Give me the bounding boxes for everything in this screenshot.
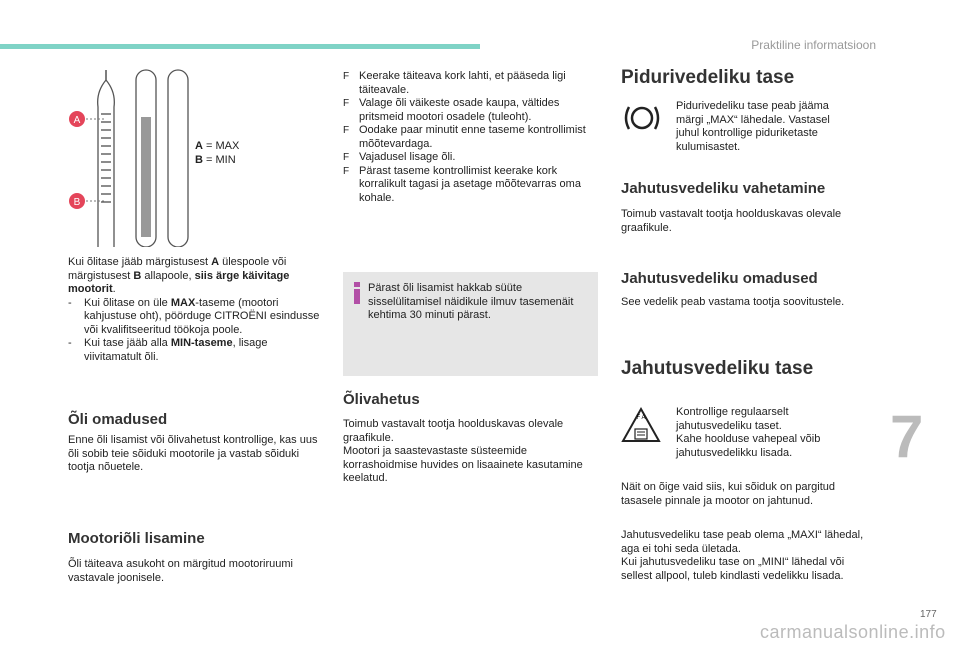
oil-properties-text: Enne õli lisamist või õlivahetust kontrollige, kas uus õli sobib teie sõiduki mootorile ja vastab sõiduki tootja nõuetele.	[68, 434, 318, 473]
oil-level-intro: Kui õlitase jääb märgistusest A ülespoole või märgistusest B allapoole, siis ärge käivitage mootorit. - Kui õlitase on üle MAX-taseme (mootori kahjustuse oht), pöörduge CITROËNI esindusse või kvalifitseeritud töökoja poole. - Kui tase jääb alla MIN-taseme, lisage viivitamatult õli.	[68, 256, 323, 364]
coolant-properties-heading: Jahutusvedeliku omadused	[621, 270, 818, 287]
coolant-warning-icon	[621, 405, 661, 447]
page-number: 177	[920, 609, 937, 620]
watermark: carmanualsonline.info	[760, 622, 946, 642]
step-item: F Valage õli väikeste osade kaupa, vältides pritsmeid mootori osadele (tuleoht).	[343, 97, 560, 123]
dash-item: - Kui õlitase on üle MAX-taseme (mootori kahjustuse oht), pöörduge CITROËNI esindusse või kvalifitseeritud töökoja poole.	[68, 296, 320, 336]
coolant-properties-text: See vedelik peab vastama tootja soovitustele.	[621, 296, 845, 308]
step-item: F Oodake paar minutit enne taseme kontrollimist mõõtevardaga.	[343, 124, 586, 150]
step-item: F Keerake täiteava kork lahti, et pääseda ligi täiteavale.	[343, 70, 566, 96]
oil-change-text: Toimub vastavalt tootja hoolduskavas olevale graafikule. Mootori ja saastevastaste süsteemide korrashoidmise huvides on lisaainete kasutamine keelatud.	[343, 418, 583, 484]
coolant-level-heading: Jahutusvedeliku tase	[621, 358, 814, 379]
coolant-change-heading: Jahutusvedeliku vahetamine	[621, 180, 826, 197]
coolant-note-1: Näit on õige vaid siis, kui sõiduk on pargitud tasasele pinnale ja mootor on jahtunud.	[621, 481, 836, 507]
dipstick-outline-right	[106, 70, 114, 247]
info-icon	[353, 282, 361, 304]
brake-fluid-heading: Pidurivedeliku tase	[621, 67, 795, 88]
header-accent-bar	[0, 44, 480, 49]
brake-warning-icon	[623, 103, 661, 133]
step-item: F Pärast taseme kontrollimist keerake kork korralikult tagasi ja asetage mõõtevarras oma kohale.	[343, 164, 581, 204]
svg-text:A: A	[73, 115, 81, 126]
chapter-number: 7	[890, 403, 924, 470]
add-oil-heading: Mootoriõli lisamine	[68, 530, 205, 547]
svg-text:F A: F A	[636, 415, 646, 421]
step-item: F Vajadusel lisage õli.	[343, 151, 456, 163]
dash-item: - Kui tase jääb alla MIN-taseme, lisage viivitamatult õli.	[68, 337, 268, 363]
info-text: Pärast õli lisamist hakkab süüte sisselülitamisel näidikule ilmuv tasemenäit kehtima 30 minuti pärast.	[368, 282, 574, 321]
dipstick-figure	[60, 62, 290, 247]
svg-text:B: B	[73, 197, 81, 208]
dipstick-outline-left	[98, 70, 106, 247]
dipstick-outline-3	[168, 70, 188, 247]
add-oil-text: Õli täiteava asukoht on märgitud mootoriruumi vastavale joonisele.	[68, 558, 293, 584]
section-title: Praktiline informatsioon	[751, 38, 876, 52]
coolant-change-text: Toimub vastavalt tootja hoolduskavas olevale graafikule.	[621, 208, 842, 234]
dipstick-scale	[101, 114, 111, 202]
dipstick-legend: A = MAX B = MIN	[195, 140, 240, 166]
dipstick-oil-level	[141, 117, 151, 237]
coolant-note-2: Jahutusvedeliku tase peab olema „MAXI“ lähedal, aga ei tohi seda ületada. Kui jahutusvedeliku tase on „MINI“ lähedal või sellest allpool, tuleb kindlasti vedelikku lisada.	[621, 529, 864, 582]
info-box	[343, 272, 598, 376]
oil-fill-steps	[343, 70, 598, 205]
brake-fluid-text: Pidurivedeliku tase peab jääma märgi „MAX“ lähedale. Vastasel juhul kontrollige piduriketaste kulumisastet.	[676, 100, 830, 153]
oil-change-heading: Õlivahetus	[343, 391, 420, 408]
oil-properties-heading: Õli omadused	[68, 411, 168, 428]
coolant-level-text: Kontrollige regulaarselt jahutusvedeliku taset. Kahe hoolduse vahepeal võib jahutusvedelikku lisada.	[676, 406, 821, 459]
